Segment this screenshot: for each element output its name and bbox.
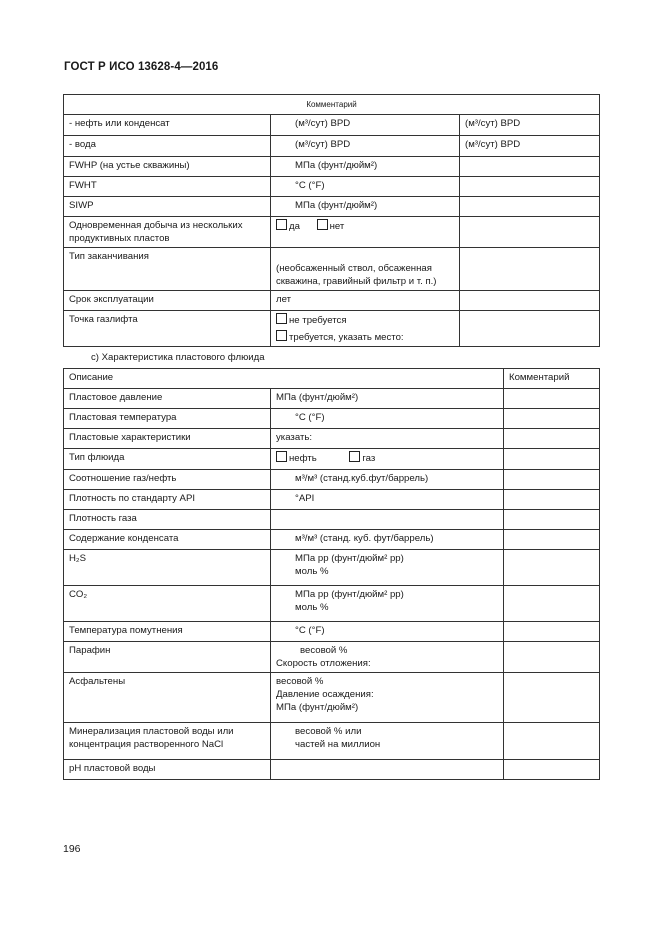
checkbox[interactable] <box>317 219 328 230</box>
row-extra: (м³/сут) BPD <box>460 136 600 157</box>
row-comment <box>504 449 600 470</box>
row-label: FWHT <box>64 177 271 197</box>
value-line: МПа рр (фунт/дюйм² рр) <box>295 553 404 564</box>
row-comment <box>504 530 600 550</box>
row-label: Плотность газа <box>64 510 271 530</box>
row-extra <box>460 217 600 248</box>
row-label: Минерализация пластовой воды или концентрация растворенного NaCl <box>64 723 271 760</box>
row-extra <box>460 291 600 311</box>
row-label: Плотность по стандарту API <box>64 490 271 510</box>
checkbox[interactable] <box>276 451 287 462</box>
option-label: не требуется <box>289 315 347 326</box>
row-extra: (м³/сут) BPD <box>460 115 600 136</box>
value-line: весовой % или <box>295 726 362 737</box>
row-comment <box>504 673 600 723</box>
row-extra <box>460 311 600 347</box>
row-value: (м³/сут) BPD <box>271 115 460 136</box>
page-number: 196 <box>63 843 81 855</box>
row-value: (необсаженный ствол, обсаженная скважина, гравийный фильтр и т. п.) <box>271 248 460 291</box>
fluid-type-options <box>271 449 504 470</box>
row-label: Тип флюида <box>64 449 271 470</box>
checkbox[interactable] <box>276 313 287 324</box>
row-value: МПа (фунт/дюйм²) <box>271 389 504 409</box>
row-label: CO₂ <box>64 586 271 622</box>
row-comment <box>504 470 600 490</box>
comment-header: Комментарий <box>504 369 600 389</box>
row-label: - вода <box>64 136 271 157</box>
row-value: °С (°F) <box>271 622 504 642</box>
comment-header: Комментарий <box>64 95 600 115</box>
section-caption: с) Характеристика пластового флюида <box>91 352 265 363</box>
value-line: весовой % <box>276 676 324 687</box>
row-value: МПа (фунт/дюйм²) <box>271 157 460 177</box>
row-label: Содержание конденсата <box>64 530 271 550</box>
row-value: °API <box>271 490 504 510</box>
row-label: Асфальтены <box>64 673 271 723</box>
value-line: Скорость отложения: <box>276 658 371 669</box>
row-comment <box>504 409 600 429</box>
row-label: FWHP (на устье скважины) <box>64 157 271 177</box>
row-extra <box>460 248 600 291</box>
value-line: МПа рр (фунт/дюйм² рр) <box>295 589 404 600</box>
row-value: м³/м³ (станд.куб.фут/баррель) <box>271 470 504 490</box>
option-label: требуется, указать место: <box>289 332 404 343</box>
row-comment <box>504 760 600 780</box>
row-comment <box>504 510 600 530</box>
row-label: Пластовое давление <box>64 389 271 409</box>
row-label: - нефть или конденсат <box>64 115 271 136</box>
row-value <box>271 760 504 780</box>
row-label: Точка газлифта <box>64 311 271 347</box>
row-label: Парафин <box>64 642 271 673</box>
row-value <box>271 642 504 673</box>
description-header: Описание <box>64 369 504 389</box>
row-label: Тип заканчивания <box>64 248 271 291</box>
option-label: газ <box>362 453 376 464</box>
row-value: м³/м³ (станд. куб. фут/баррель) <box>271 530 504 550</box>
value-line: частей на миллион <box>295 739 381 750</box>
row-label: pH пластовой воды <box>64 760 271 780</box>
row-value <box>271 550 504 586</box>
row-comment <box>504 586 600 622</box>
multi-zone-options <box>271 217 460 248</box>
value-line: Давление осаждения: <box>276 689 374 700</box>
row-extra <box>460 197 600 217</box>
value-line: моль % <box>295 602 329 613</box>
row-value: °С (°F) <box>271 409 504 429</box>
row-comment <box>504 723 600 760</box>
row-label: H₂S <box>64 550 271 586</box>
option-label: нефть <box>289 453 317 464</box>
value-line: моль % <box>295 566 329 577</box>
value-line: весовой % <box>300 645 348 656</box>
row-value: лет <box>271 291 460 311</box>
option-label: да <box>289 221 300 232</box>
row-comment <box>504 642 600 673</box>
value-line: МПа (фунт/дюйм²) <box>276 702 359 713</box>
checkbox[interactable] <box>276 219 287 230</box>
row-extra <box>460 157 600 177</box>
checkbox[interactable] <box>349 451 360 462</box>
row-value: (м³/сут) BPD <box>271 136 460 157</box>
well-data-table <box>63 94 600 347</box>
row-value: °С (°F) <box>271 177 460 197</box>
row-label: Пластовые характеристики <box>64 429 271 449</box>
row-label: SIWP <box>64 197 271 217</box>
row-comment <box>504 550 600 586</box>
gaslift-options <box>271 311 460 347</box>
reservoir-fluid-table <box>63 368 600 780</box>
row-value <box>271 723 504 760</box>
row-comment <box>504 389 600 409</box>
row-label: Срок эксплуатации <box>64 291 271 311</box>
page-header: ГОСТ Р ИСО 13628-4—2016 <box>64 61 219 73</box>
row-value <box>271 510 504 530</box>
row-comment <box>504 622 600 642</box>
row-comment <box>504 429 600 449</box>
row-extra <box>460 177 600 197</box>
row-value <box>271 673 504 723</box>
row-value <box>271 586 504 622</box>
option-label: нет <box>329 221 345 232</box>
row-comment <box>504 490 600 510</box>
row-value: МПа (фунт/дюйм²) <box>271 197 460 217</box>
row-label: Соотношение газ/нефть <box>64 470 271 490</box>
row-value: указать: <box>271 429 504 449</box>
row-label: Температура помутнения <box>64 622 271 642</box>
row-label: Пластовая температура <box>64 409 271 429</box>
row-label: Одновременная добыча из нескольких продуктивных пластов <box>64 217 271 248</box>
checkbox[interactable] <box>276 330 287 341</box>
